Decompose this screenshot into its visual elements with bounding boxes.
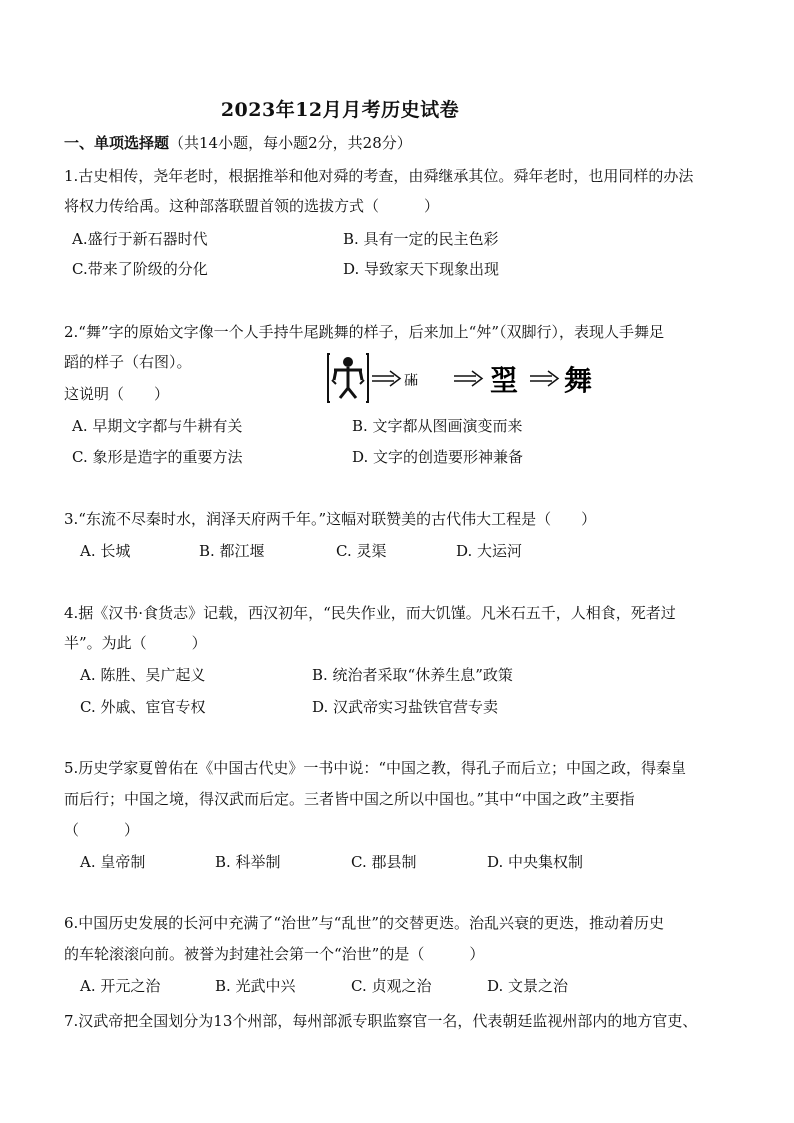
figure-glyph-2: 䍿: [490, 364, 519, 397]
q3-option-c[interactable]: C. 灵渠: [336, 542, 387, 560]
q5-option-c[interactable]: C. 郡县制: [351, 853, 417, 871]
wu-character-evolution-figure: [326, 350, 596, 406]
q6-option-a[interactable]: A. 开元之治: [80, 977, 161, 995]
q5-option-a[interactable]: A. 皇帝制: [80, 853, 146, 871]
q5-line-3: （ ）: [64, 821, 140, 839]
q1-option-d[interactable]: D. 导致家天下现象出现: [343, 260, 500, 278]
q1-line-1: 1.古史相传，尧年老时，根据推举和他对舜的考查，由舜继承其位。舜年老时，也用同样的办法: [64, 167, 694, 185]
q1-option-a[interactable]: A.盛行于新石器时代: [72, 230, 208, 248]
q4-option-d[interactable]: D. 汉武帝实习盐铁官营专卖: [312, 698, 499, 716]
arrow-right-icon: [530, 371, 558, 386]
q4-line-1: 4.据《汉书·食货志》记载，西汉初年，“民失作业，而大饥馑。凡米石五千，人相食，死者过: [64, 604, 676, 622]
section-title: 一、单项选择题: [64, 134, 170, 152]
q4-option-b[interactable]: B. 统治者采取“休养生息”政策: [312, 666, 513, 684]
figure-glyph-1: 𣗁: [404, 373, 418, 389]
q2-line-1: 2.“舞”字的原始文字像一个人手持牛尾跳舞的样子，后来加上“舛”（双脚行），表现人手舞足: [64, 323, 664, 341]
q2-line-2: 蹈的样子（右图）。: [64, 353, 192, 371]
q6-option-c[interactable]: C. 贞观之治: [351, 977, 432, 995]
section-note: （共14小题，每小题2分，共28分）: [169, 134, 412, 152]
q5-line-1: 5.历史学家夏曾佑在《中国古代史》一书中说：“中国之教，得孔子而后立；中国之政，得秦皇: [64, 759, 686, 777]
q1-option-b[interactable]: B. 具有一定的民主色彩: [343, 230, 499, 248]
q7-line-1: 7.汉武帝把全国划分为13个州部，每州部派专职监察官一名，代表朝廷监视州部内的地方官吏、: [64, 1012, 698, 1030]
q3-line-1: 3.“东流不尽秦时水，润泽天府两千年。”这幅对联赞美的古代伟大工程是（ ）: [64, 510, 597, 528]
arrow-right-icon: [372, 371, 400, 386]
q2-option-d[interactable]: D. 文字的创造要形神兼备: [352, 448, 524, 466]
q2-option-b[interactable]: B. 文字都从图画演变而来: [352, 417, 523, 435]
q6-option-d[interactable]: D. 文景之治: [487, 977, 569, 995]
q6-line-2: 的车轮滚滚向前。被誉为封建社会第一个“治世”的是（ ）: [64, 945, 485, 963]
figure-glyph-3: 舞: [564, 364, 593, 397]
q1-option-c[interactable]: C.带来了阶级的分化: [72, 260, 208, 278]
pictograph-dancer-icon: [328, 354, 368, 402]
q6-option-b[interactable]: B. 光武中兴: [215, 977, 296, 995]
q3-option-b[interactable]: B. 都江堰: [199, 542, 265, 560]
q4-option-a[interactable]: A. 陈胜、吴广起义: [80, 666, 206, 684]
q2-option-a[interactable]: A. 早期文字都与牛耕有关: [72, 417, 243, 435]
q6-line-1: 6.中国历史发展的长河中充满了“治世”与“乱世”的交替更迭。治乱兴衰的更迭，推动着历史: [64, 914, 664, 932]
q1-line-2: 将权力传给禹。这种部落联盟首领的选拔方式（ ）: [64, 197, 440, 215]
q5-option-d[interactable]: D. 中央集权制: [487, 853, 584, 871]
arrow-right-icon: [454, 371, 482, 386]
q5-option-b[interactable]: B. 科举制: [215, 853, 281, 871]
q3-option-d[interactable]: D. 大运河: [456, 542, 523, 560]
q5-line-2: 而后行；中国之境，得汉武而后定。三者皆中国之所以中国也。”其中“中国之政”主要指: [64, 790, 635, 808]
q4-line-2: 半”。为此（ ）: [64, 634, 207, 652]
section-header: [64, 133, 412, 153]
q4-option-c[interactable]: C. 外戚、宦官专权: [80, 698, 206, 716]
exam-title: 2023年12月月考历史试卷: [220, 99, 460, 121]
q3-option-a[interactable]: A. 长城: [80, 542, 131, 560]
q2-line-3: 这说明（ ）: [64, 385, 170, 403]
q2-option-c[interactable]: C. 象形是造字的重要方法: [72, 448, 243, 466]
